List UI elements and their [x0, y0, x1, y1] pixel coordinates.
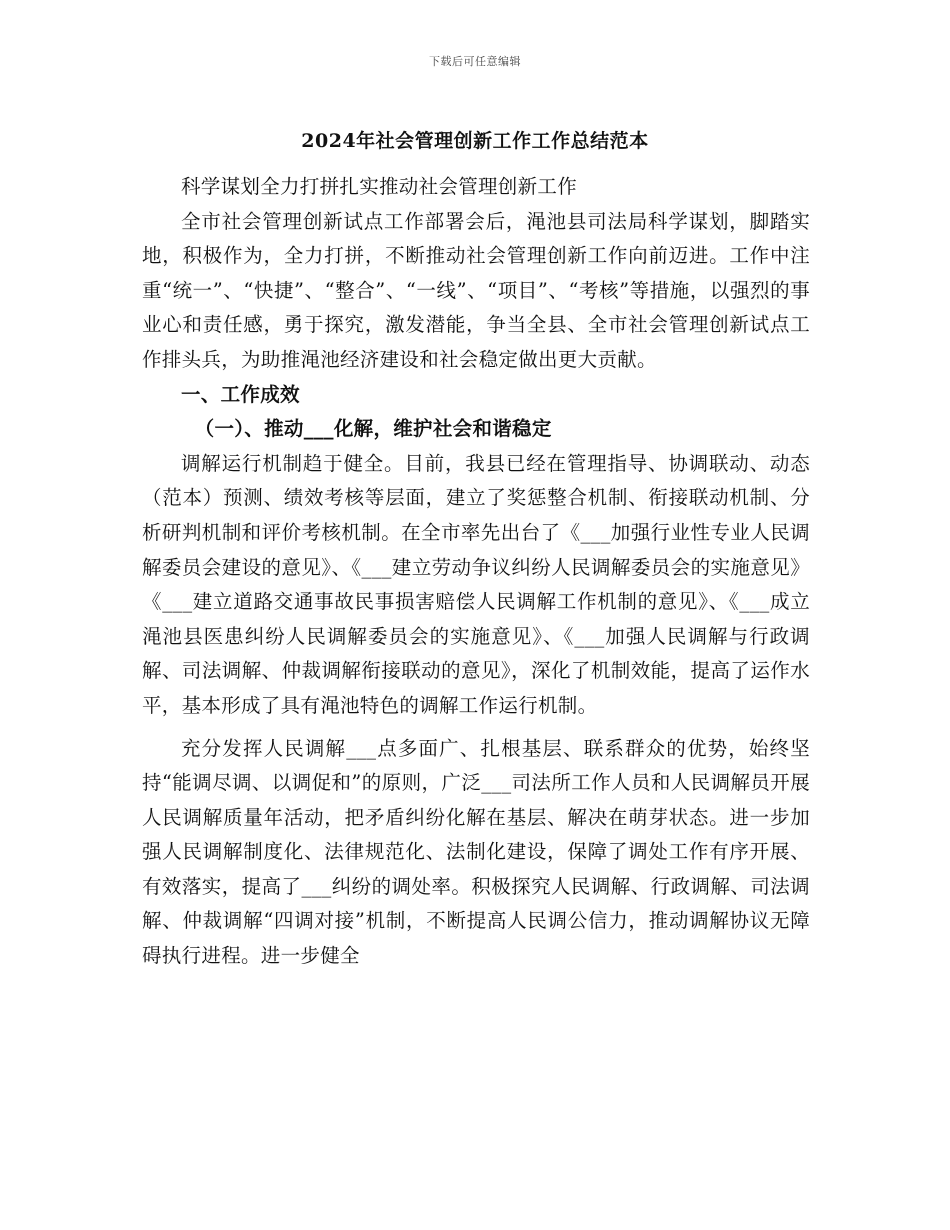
document-title: 2024年社会管理创新工作工作总结范本 — [301, 130, 649, 152]
subsection-heading: （一）、推动___化解，维护社会和谐稳定 — [194, 417, 552, 441]
paragraph-mechanism: 调解运行机制趋于健全。目前，我县已经在管理指导、协调联动、动态（范本）预测、绩效考核等层面，建立了奖惩整合机制、衔接联动机制、分析研判机制和评价考核机制。在全市率先出台了《___加强行业性专业人民调解委员会建设的意见》、《___建立劳动争议纠纷人民调解委员会的实施意见》《___建立道路交通事故民事损害赔偿人民调解工作机制的意见》、《___成立渑池县医患纠纷人民调解委员会的实施意见》、《___加强人民调解与行政调解、司法调解、仲裁调解衔接联动的意见》，深化了机制效能，提高了运作水平，基本形成了具有渑池特色的调解工作运行机制。 — [142, 451, 810, 717]
paragraph-mediation: 充分发挥人民调解___点多面广、扎根基层、联系群众的优势，始终坚持“能调尽调、以调促和”的原则，广泛___司法所工作人员和人民调解员开展人民调解质量年活动，把矛盾纠纷化解在基层、解决在萌芽状态。进一步加强人民调解制度化、法律规范化、法制化建设，保障了调处工作有序开展、有效落实，提高了___纠纷的调处率。积极探究人民调解、行政调解、司法调解、仲裁调解“四调对接”机制，不断提高人民调公信力，推动调解协议无障碍执行进程。进一步健全 — [142, 736, 810, 968]
document-body — [142, 170, 810, 974]
paragraph-subtitle: 科学谋划全力打拼扎实推动社会管理创新工作 — [181, 175, 578, 198]
section-heading: 一、工作成效 — [181, 382, 300, 406]
header-note: 下载后可任意编辑 — [429, 55, 521, 68]
paragraph-intro: 全市社会管理创新试点工作部署会后，渑池县司法局科学谋划，脚踏实地，积极作为，全力打拼，不断推动社会管理创新工作向前迈进。工作中注重“统一”、“快捷”、“整合”、“一线”、“项目”、“考核”等措施，以强烈的事业心和责任感，勇于探究，激发潜能，争当全县、全市社会管理创新试点工作排头兵，为助推渑池经济建设和社会稳定做出更大贡献。 — [142, 209, 810, 371]
paragraph-gap — [142, 724, 810, 732]
